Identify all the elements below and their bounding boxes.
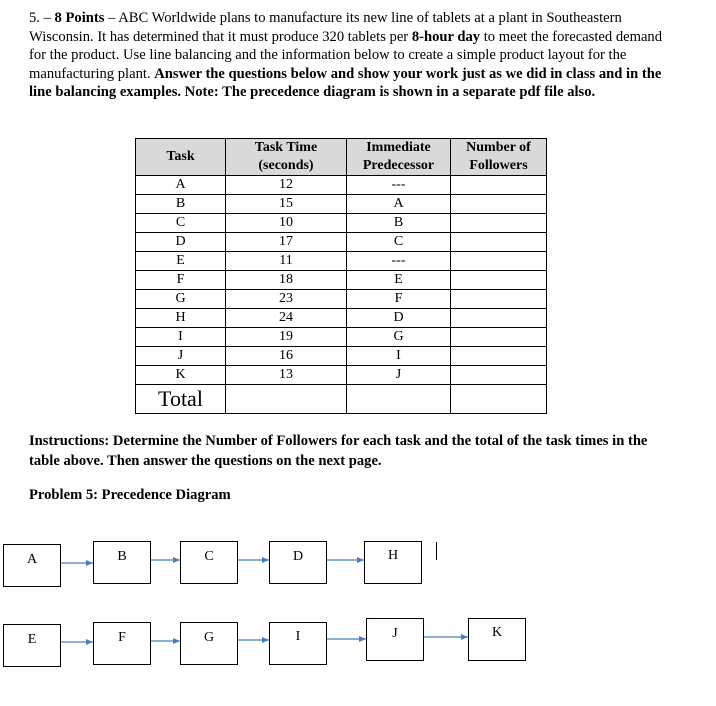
problem-intro-1: – ABC Worldwide plans to manufacture its new line of tablets at a plant in Southeastern Wisconsin. It has determined that it must produce 320 tablets per <box>29 10 622 45</box>
predecessor-cell: D <box>347 309 451 328</box>
task-cell: E <box>136 252 226 271</box>
predecessor-cell: A <box>347 195 451 214</box>
predecessor-cell: E <box>347 271 451 290</box>
task-cell: J <box>136 347 226 366</box>
problem-points: 8 Points <box>54 10 105 26</box>
node-a: A <box>3 544 61 587</box>
task-time-cell: 19 <box>226 328 347 347</box>
task-time-cell: 12 <box>226 176 347 195</box>
task-cell: D <box>136 233 226 252</box>
text-cursor <box>436 542 437 560</box>
problem-hour-day: 8-hour day <box>411 28 481 45</box>
total-label: Total <box>136 385 226 414</box>
task-time-cell: 11 <box>226 252 347 271</box>
predecessor-cell: B <box>347 214 451 233</box>
predecessor-cell: I <box>347 347 451 366</box>
task-cell: F <box>136 271 226 290</box>
task-time-cell: 15 <box>226 195 347 214</box>
node-k: K <box>468 618 526 661</box>
header-followers-line2: Followers <box>469 158 528 173</box>
task-time-cell: 17 <box>226 233 347 252</box>
node-i: I <box>269 622 327 665</box>
task-cell: A <box>136 176 226 195</box>
diagram-title: Problem 5: Precedence Diagram <box>29 487 231 503</box>
task-time-cell: 13 <box>226 366 347 385</box>
task-cell: H <box>136 309 226 328</box>
node-b: B <box>93 541 151 584</box>
task-cell: C <box>136 214 226 233</box>
header-predecessor-line2: Predecessor <box>362 158 435 173</box>
header-predecessor-line1: Immediate <box>366 140 431 155</box>
problem-intro-2: to meet the forecasted demand for the product. Use line balancing and the information below to create a simple product layout for the manufacturing plant. <box>29 28 663 82</box>
task-cell: I <box>136 328 226 347</box>
header-task-time-line2: (seconds) <box>258 158 314 173</box>
header-followers-line1: Number of <box>466 140 531 155</box>
header-task-time-line1: Task Time <box>254 140 318 155</box>
task-cell: B <box>136 195 226 214</box>
task-time-cell: 18 <box>226 271 347 290</box>
node-h: H <box>364 541 422 584</box>
node-e: E <box>3 624 61 667</box>
task-time-cell: 10 <box>226 214 347 233</box>
task-time-cell: 16 <box>226 347 347 366</box>
node-d: D <box>269 541 327 584</box>
problem-number: 5. – <box>29 10 55 26</box>
task-cell: G <box>136 290 226 309</box>
task-cell: K <box>136 366 226 385</box>
predecessor-cell: --- <box>347 252 451 271</box>
predecessor-cell: C <box>347 233 451 252</box>
problem-bold-tail: Answer the questions below and show your work just as we did in class and in the line balancing examples. Note: The precedence diagram is shown in a separate pdf file also. <box>29 65 662 101</box>
task-time-cell: 23 <box>226 290 347 309</box>
predecessor-cell: F <box>347 290 451 309</box>
predecessor-cell: --- <box>347 176 451 195</box>
task-time-cell: 24 <box>226 309 347 328</box>
node-j: J <box>366 618 424 661</box>
node-c: C <box>180 541 238 584</box>
node-f: F <box>93 622 151 665</box>
node-g: G <box>180 622 238 665</box>
header-task: Task <box>136 139 226 176</box>
instructions: Instructions: Determine the Number of Followers for each task and the total of the task times in the table above. Then answer the questions on the next page. <box>29 433 648 469</box>
predecessor-cell: J <box>347 366 451 385</box>
predecessor-cell: G <box>347 328 451 347</box>
